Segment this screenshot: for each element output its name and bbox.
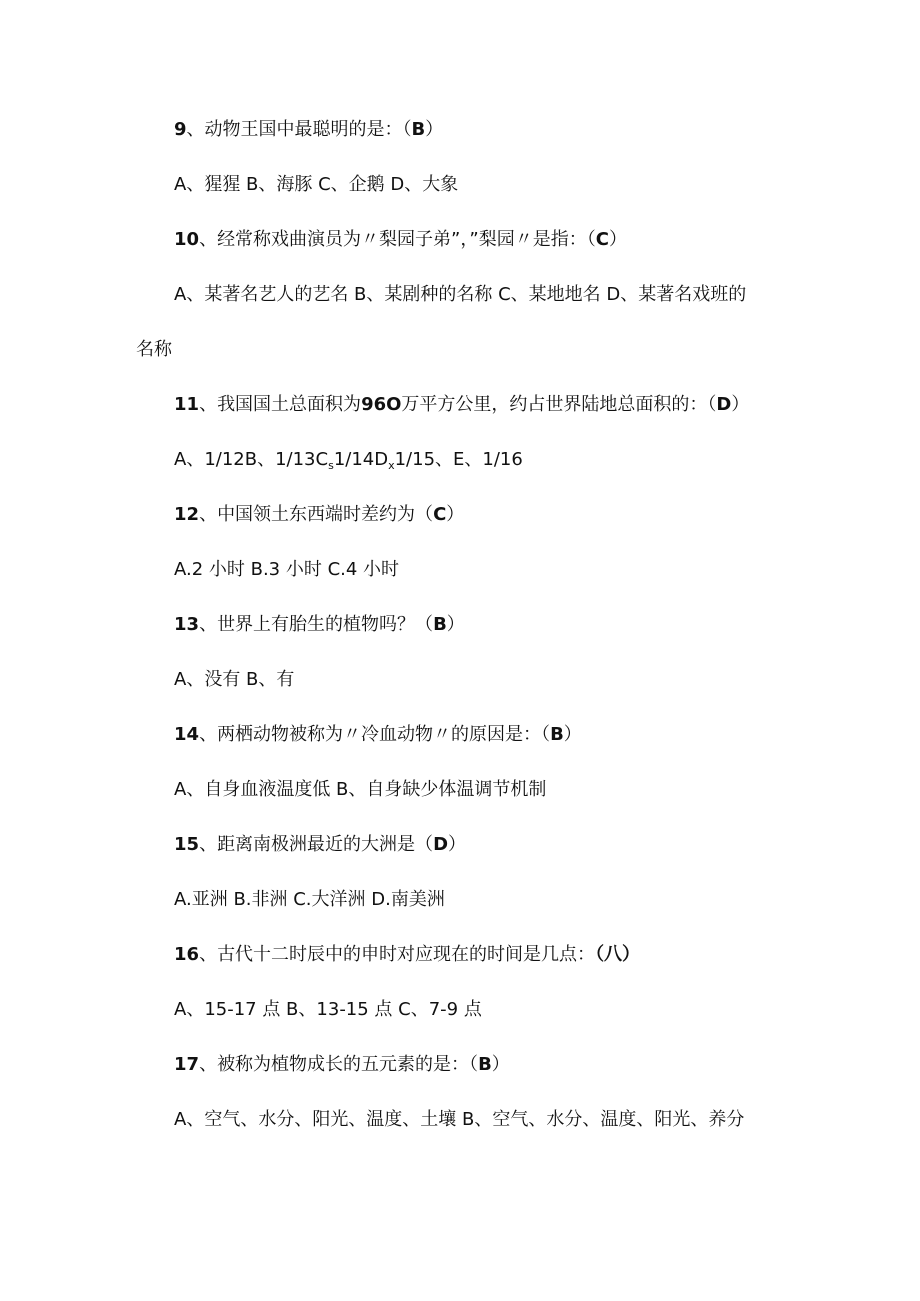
question-16: 16、古代十二时辰中的申时对应现在的时间是几点：（八） — [174, 944, 641, 965]
answer: B — [550, 724, 564, 745]
question-text: 经常称戏曲演员为〃梨园子弟”，”梨园〃是指：（ — [217, 229, 596, 250]
options-16: A、15-17 点 B、13-15 点 C、7-9 点 — [174, 999, 482, 1020]
question-number: 11 — [174, 394, 200, 415]
options-10: A、某著名艺人的艺名 B、某剧种的名称 C、某地地名 D、某著名戏班的 — [174, 284, 747, 305]
options-15: A.亚洲 B.非洲 C.大洋洲 D.南美洲 — [174, 889, 445, 910]
answer: B — [411, 119, 426, 140]
answer: （八） — [595, 944, 641, 965]
answer: B — [433, 614, 447, 635]
question-number: 17 — [174, 1054, 200, 1075]
options-17: A、空气、水分、阳光、温度、土壤 B、空气、水分、温度、阳光、养分 — [174, 1109, 745, 1130]
answer: D — [716, 394, 732, 415]
question-number: 16 — [174, 944, 200, 965]
question-number: 9 — [174, 119, 187, 140]
question-text: 中国领土东西端时差约为（ — [217, 504, 434, 525]
question-text: 动物王国中最聪明的是：（ — [204, 119, 412, 140]
options-14: A、自身血液温度低 B、自身缺少体温调节机制 — [174, 779, 547, 800]
question-9: 9、动物王国中最聪明的是：（B） — [174, 119, 444, 140]
question-text: 被称为植物成长的五元素的是：（ — [217, 1054, 479, 1075]
area-figure: 96O — [361, 394, 402, 415]
options-11: A、1/12B、$1/13C_s1/14D_x1/15$、E、1/16 — [174, 449, 523, 472]
question-text: 距离南极洲最近的大洲是（ — [217, 834, 434, 855]
answer: C — [595, 229, 609, 250]
question-11: 11、我国国土总面积为96O万平方公里，约占世界陆地总面积的：（D） — [174, 394, 750, 415]
question-text: 两栖动物被称为〃冷血动物〃的原因是：（ — [217, 724, 551, 745]
question-14: 14、两栖动物被称为〃冷血动物〃的原因是：（B） — [174, 724, 582, 745]
question-number: 15 — [174, 834, 200, 855]
options-9: A、猩猩 B、海豚 C、企鹅 D、大象 — [174, 174, 459, 195]
question-number: 10 — [174, 229, 200, 250]
question-text: 古代十二时辰中的申时对应现在的时间是几点： — [217, 944, 596, 965]
options-10-continued: 名称 — [136, 339, 172, 360]
question-number: 14 — [174, 724, 200, 745]
question-10: 10、经常称戏曲演员为〃梨园子弟”，”梨园〃是指：（C） — [174, 229, 627, 250]
answer: C — [433, 504, 447, 525]
question-13: 13、世界上有胎生的植物吗？（B） — [174, 614, 465, 635]
answer: D — [433, 834, 449, 855]
question-number: 13 — [174, 614, 200, 635]
question-number: 12 — [174, 504, 200, 525]
options-12: A.2 小时 B.3 小时 C.4 小时 — [174, 559, 400, 580]
options-13: A、没有 B、有 — [174, 669, 295, 690]
answer: B — [478, 1054, 492, 1075]
question-15: 15、距离南极洲最近的大洲是（D） — [174, 834, 467, 855]
question-17: 17、被称为植物成长的五元素的是：（B） — [174, 1054, 510, 1075]
question-12: 12、中国领土东西端时差约为（C） — [174, 504, 465, 525]
question-text: 我国国土总面积为 — [217, 394, 362, 415]
question-text: 世界上有胎生的植物吗？（ — [217, 614, 434, 635]
